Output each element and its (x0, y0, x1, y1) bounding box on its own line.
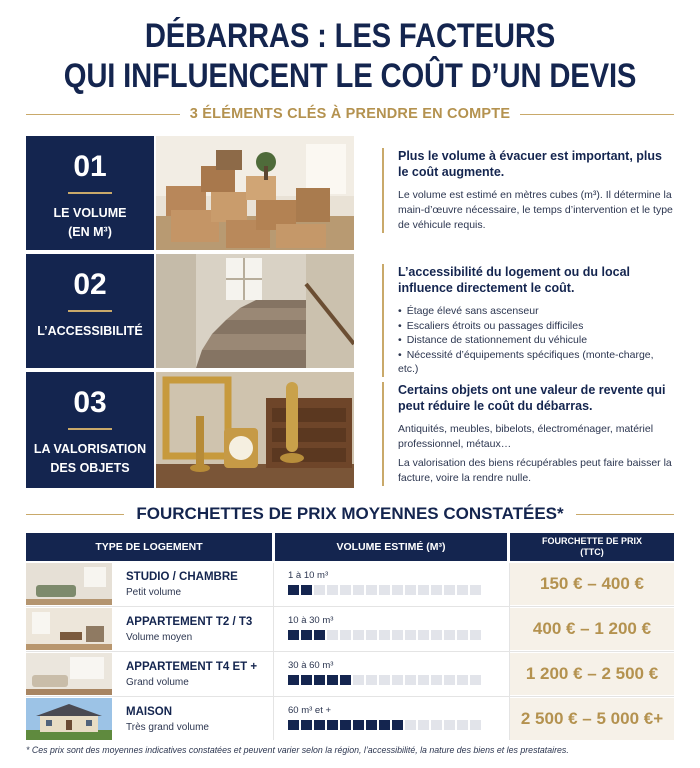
gauge-cell-empty (444, 720, 455, 730)
gauge-cell-empty (457, 675, 468, 685)
volume-gauge (288, 585, 481, 595)
row-price: 2 500 € – 5 000 €+ (510, 698, 674, 740)
gauge-cell-filled (327, 720, 338, 730)
gauge-cell-empty (353, 585, 364, 595)
gauge-cell-empty (418, 585, 429, 595)
gauge-cell-empty (431, 630, 442, 640)
gauge-cell-empty (431, 675, 442, 685)
gauge-cell-empty (457, 630, 468, 640)
column-divider (273, 563, 274, 740)
gauge-cell-empty (405, 630, 416, 640)
title-line-1: DÉBARRAS : LES FACTEURS (144, 17, 556, 55)
gauge-cell-empty (444, 675, 455, 685)
factor-valorisation (26, 372, 674, 488)
gauge-cell-empty (457, 585, 468, 595)
row-type: APPARTEMENT T2 / T3 (126, 616, 253, 628)
factor-description (382, 264, 674, 377)
row-volume: 1 à 10 m³ (288, 570, 329, 581)
list-item: • Escaliers étroits ou passages difficiles (398, 319, 674, 334)
factor-description (382, 148, 674, 233)
divider (26, 114, 180, 115)
divider (26, 606, 674, 607)
row-subtitle: Très grand volume (126, 722, 209, 733)
divider (26, 651, 674, 652)
gauge-cell-empty (314, 585, 325, 595)
gauge-cell-empty (470, 675, 481, 685)
divider (26, 514, 124, 515)
gauge-cell-empty (431, 720, 442, 730)
gauge-cell-empty (379, 630, 390, 640)
factor-label (26, 204, 154, 242)
gauge-cell-empty (353, 630, 364, 640)
gauge-cell-filled (288, 720, 299, 730)
gauge-cell-empty (405, 675, 416, 685)
gauge-cell-empty (470, 585, 481, 595)
column-header-volume: VOLUME ESTIMÉ (M³) (275, 533, 507, 561)
gauge-cell-empty (457, 720, 468, 730)
gauge-cell-filled (314, 720, 325, 730)
title-line-2: QUI INFLUENCENT LE COÛT D’UN DEVIS (63, 57, 637, 95)
table-row (26, 608, 674, 650)
gauge-cell-empty (418, 720, 429, 730)
price-section-title-row (26, 503, 674, 525)
row-type: MAISON (126, 706, 172, 718)
gauge-cell-empty (431, 585, 442, 595)
row-volume: 10 à 30 m³ (288, 615, 334, 626)
gauge-cell-filled (288, 585, 299, 595)
gauge-cell-empty (470, 630, 481, 640)
gauge-cell-empty (418, 675, 429, 685)
divider (26, 696, 674, 697)
factor-number: 02 (73, 268, 107, 301)
table-row (26, 563, 674, 605)
list-item: • Nécessité d’équipements spécifiques (monte-charge, etc.) (398, 348, 674, 377)
gauge-cell-empty (444, 630, 455, 640)
gauge-cell-filled (301, 630, 312, 640)
gauge-cell-filled (288, 630, 299, 640)
gauge-cell-filled (340, 675, 351, 685)
gauge-cell-filled (301, 720, 312, 730)
row-volume: 30 à 60 m³ (288, 660, 334, 671)
gauge-cell-empty (327, 630, 338, 640)
table-row (26, 653, 674, 695)
gauge-cell-filled (379, 720, 390, 730)
accessibility-list (398, 304, 674, 377)
row-subtitle: Volume moyen (126, 632, 193, 643)
gauge-cell-filled (366, 720, 377, 730)
factor-body: Antiquités, meubles, bibelots, électroménager, matériel professionnel, métaux… (398, 423, 654, 450)
factor-description (382, 382, 674, 486)
divider (576, 514, 674, 515)
factor-label-line: L’ACCESSIBILITÉ (37, 324, 143, 338)
subtitle: 3 ÉLÉMENTS CLÉS À PRENDRE EN COMPTE (189, 106, 511, 122)
factor-number-box (26, 254, 154, 368)
gauge-cell-empty (418, 630, 429, 640)
house-thumbnail (26, 698, 112, 740)
column-header-price-line: (TTC) (580, 547, 604, 557)
factor-label-line: LE VOLUME (53, 206, 127, 220)
factor-number-box (26, 372, 154, 488)
row-price: 150 € – 400 € (510, 563, 674, 605)
gauge-cell-empty (379, 585, 390, 595)
factor-label (26, 322, 154, 341)
gauge-cell-empty (405, 720, 416, 730)
row-volume: 60 m³ et + (288, 705, 332, 716)
divider (68, 428, 112, 430)
factor-number: 01 (73, 150, 107, 183)
apartment-t4-thumbnail (26, 653, 112, 695)
gauge-cell-empty (340, 585, 351, 595)
factor-accessibility (26, 254, 674, 375)
list-item: • Étage élevé sans ascenseur (398, 304, 674, 319)
boxes-photo (156, 136, 354, 250)
factor-lead: Plus le volume à évacuer est important, plus le coût augmente. (398, 149, 662, 179)
gauge-cell-filled (392, 720, 403, 730)
gauge-cell-empty (366, 585, 377, 595)
footnote: * Ces prix sont des moyennes indicatives constatées et peuvent varier selon la région, l’accessibilité, la nature des biens et les prestataires. (26, 745, 569, 755)
divider (68, 310, 112, 312)
factor-label (26, 440, 154, 478)
factor-label-line: LA VALORISATION (33, 442, 147, 456)
row-type: APPARTEMENT T4 ET + (126, 661, 258, 673)
gauge-cell-empty (366, 630, 377, 640)
column-header-type: TYPE DE LOGEMENT (26, 533, 272, 561)
gauge-cell-filled (301, 675, 312, 685)
factor-volume (26, 136, 674, 250)
gauge-cell-empty (392, 585, 403, 595)
column-header-price-line: FOURCHETTE DE PRIX (541, 536, 642, 546)
volume-gauge (288, 675, 481, 685)
factor-number: 03 (73, 386, 107, 419)
gauge-cell-filled (288, 675, 299, 685)
gauge-cell-empty (405, 585, 416, 595)
factor-body: Le volume est estimé en mètres cubes (m³). Il détermine la main-d’œuvre nécessaire, le temps d’intervention et le type de véhicule requis. (398, 189, 673, 231)
stairs-photo (156, 254, 354, 368)
row-price: 1 200 € – 2 500 € (510, 653, 674, 695)
gauge-cell-empty (470, 720, 481, 730)
gauge-cell-empty (366, 675, 377, 685)
volume-gauge (288, 630, 481, 640)
factor-lead: L’accessibilité du logement ou du local influence directement le coût. (398, 265, 630, 295)
volume-gauge (288, 720, 481, 730)
column-divider (509, 563, 510, 740)
factor-label-line: (EN M³) (68, 225, 112, 239)
page-title (49, 16, 651, 96)
gauge-cell-filled (314, 675, 325, 685)
row-price: 400 € – 1 200 € (510, 608, 674, 650)
antiques-photo (156, 372, 354, 488)
price-section-title: FOURCHETTES DE PRIX MOYENNES CONSTATÉES* (136, 504, 564, 523)
list-item: • Distance de stationnement du véhicule (398, 333, 674, 348)
apartment-t2-thumbnail (26, 608, 112, 650)
factor-label-line: DES OBJETS (50, 461, 130, 475)
gauge-cell-empty (353, 675, 364, 685)
gauge-cell-empty (444, 585, 455, 595)
gauge-cell-filled (301, 585, 312, 595)
gauge-cell-empty (379, 675, 390, 685)
divider (520, 114, 674, 115)
factor-number-box (26, 136, 154, 250)
gauge-cell-empty (340, 630, 351, 640)
gauge-cell-filled (314, 630, 325, 640)
gauge-cell-filled (327, 675, 338, 685)
gauge-cell-empty (392, 675, 403, 685)
divider (68, 192, 112, 194)
subtitle-row (26, 104, 674, 124)
row-subtitle: Petit volume (126, 587, 182, 598)
row-subtitle: Grand volume (126, 677, 189, 688)
gauge-cell-empty (327, 585, 338, 595)
factor-body-2: La valorisation des biens récupérables peut faire baisser la facture, voire la rendre nulle. (398, 457, 672, 484)
factor-lead: Certains objets ont une valeur de revente qui peut réduire le coût du débarras. (398, 383, 666, 413)
column-header-price (510, 533, 674, 561)
studio-thumbnail (26, 563, 112, 605)
table-row (26, 698, 674, 740)
row-type: STUDIO / CHAMBRE (126, 571, 238, 583)
gauge-cell-filled (353, 720, 364, 730)
gauge-cell-empty (392, 630, 403, 640)
gauge-cell-filled (340, 720, 351, 730)
